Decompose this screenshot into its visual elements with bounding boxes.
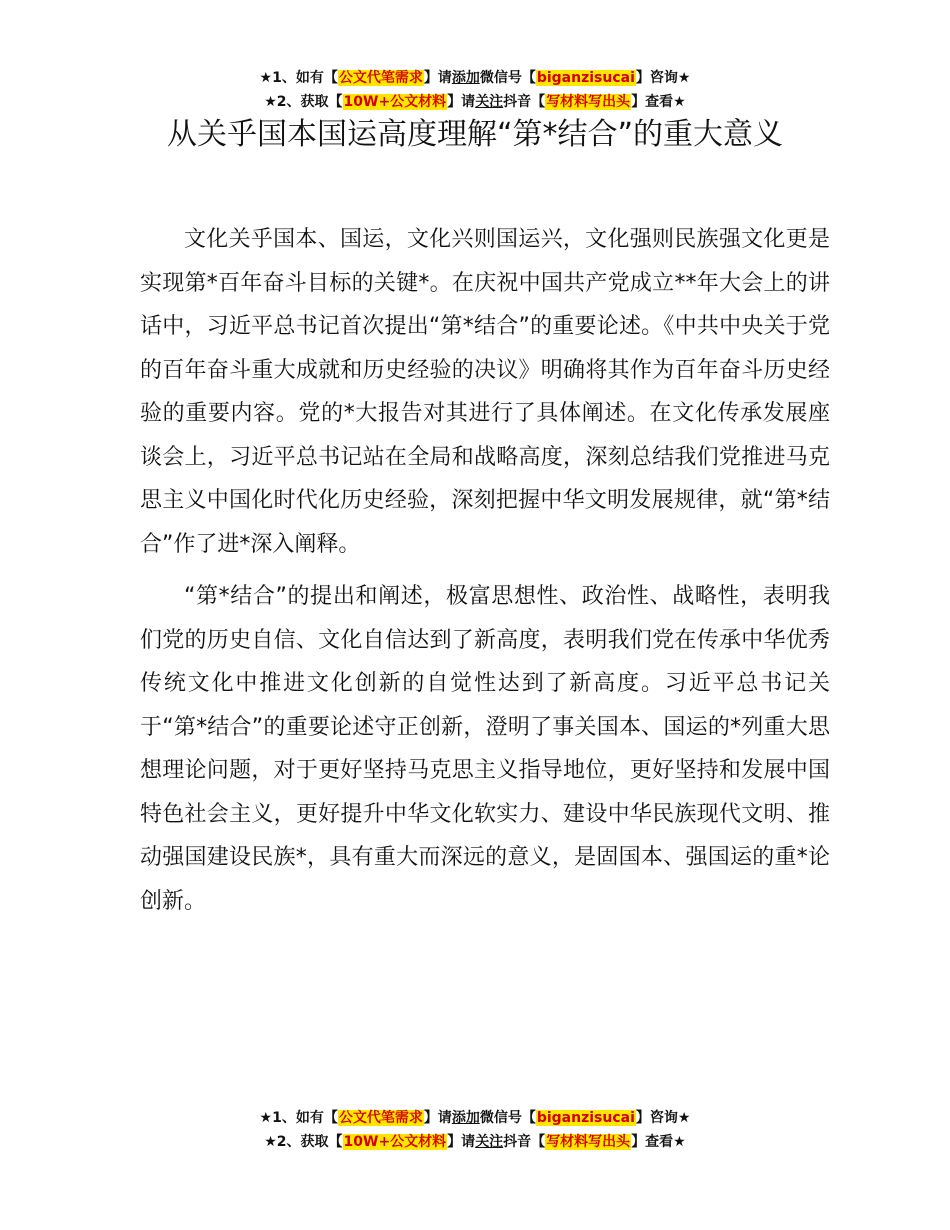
promo-line-1-highlight-wechat: biganzisucai [536, 70, 635, 86]
body-paragraph-1: 文化关乎国本、国运，文化兴则国运兴，文化强则民族强文化更是实现第*百年奋斗目标的关键*。在庆祝中国共产党成立**年大会上的讲话中，习近平总书记首次提出“第*结合”的重要论述。《中共中央关于党的百年奋斗重大成就和历史经验的决议》明确将其作为百年奋斗历史经验的重要内容。党的*大报告对其进行了具体阐述。在文化传承发展座谈会上，习近平总书记站在全局和战略高度，深刻总结我们党推进马克思主义中国化时代化历史经验，深刻把握中华文明发展规律，就“第*结合”作了进*深入阐释。 [140, 227, 830, 557]
footer-promo-line-1-mid2: 微信号【 [479, 1110, 536, 1126]
footer-promo-line-2-suffix: 】查看★ [631, 1134, 686, 1150]
promo-line-2-underline: 关注 [475, 94, 504, 110]
footer-promo-line-2-prefix: ★2、获取【 [264, 1134, 343, 1150]
promo-line-2-prefix: ★2、获取【 [264, 94, 343, 110]
document-title: 从关乎国本国运高度理解“第*结合”的重大意义 [166, 117, 784, 152]
promo-line-1-suffix: 】咨询★ [635, 70, 691, 86]
footer-promo-line-2-mid: 】请 [447, 1134, 476, 1150]
promo-line-2-suffix: 】查看★ [631, 94, 686, 110]
promo-line-1-mid: 】请 [423, 70, 452, 86]
footer-promo-line-2 [0, 1130, 950, 1154]
footer-promo-line-1-highlight-wechat: biganzisucai [536, 1110, 635, 1126]
promo-line-2-mid: 】请 [447, 94, 476, 110]
promo-line-1 [0, 66, 950, 90]
footer-promo-line-1 [0, 1106, 950, 1130]
footer-promo-line-1-suffix: 】咨询★ [635, 1110, 691, 1126]
body-paragraph-2: “第*结合”的提出和阐述，极富思想性、政治性、战略性，表明我们党的历史自信、文化自信达到了新高度，表明我们党在传承中华优秀传统文化中推进文化创新的自觉性达到了新高度。习近平总书记关于“第*结合”的重要论述守正创新，澄明了事关国本、国运的*列重大思想理论问题，对于更好坚持马克思主义指导地位，更好坚持和发展中国特色社会主义，更好提升中华文化软实力、建设中华民族现代文明、推动强国建设民族*，具有重大而深远的意义，是固国本、强国运的重*论创新。 [140, 584, 830, 914]
header-promo-banner [0, 66, 950, 114]
footer-promo-line-1-underline: 添加 [451, 1110, 480, 1126]
promo-line-1-highlight-service: 公文代笔需求 [338, 70, 423, 86]
promo-line-2-highlight-douyin: 写材料写出头 [546, 94, 631, 110]
promo-line-1-underline: 添加 [451, 70, 480, 86]
footer-promo-line-2-highlight-douyin: 写材料写出头 [546, 1134, 631, 1150]
promo-line-2-highlight-materials: 10W+公文材料 [343, 94, 447, 110]
footer-promo-line-1-highlight-service: 公文代笔需求 [338, 1110, 423, 1126]
promo-line-1-prefix: ★1、如有【 [259, 70, 338, 86]
promo-line-2-mid2: 抖音【 [503, 94, 546, 110]
promo-line-2 [0, 90, 950, 114]
footer-promo-line-1-prefix: ★1、如有【 [259, 1110, 338, 1126]
footer-promo-banner [0, 1106, 950, 1154]
footer-promo-line-2-underline: 关注 [475, 1134, 504, 1150]
footer-promo-line-2-mid2: 抖音【 [503, 1134, 546, 1150]
footer-promo-line-2-highlight-materials: 10W+公文材料 [343, 1134, 447, 1150]
promo-line-1-mid2: 微信号【 [479, 70, 536, 86]
document-body [140, 218, 830, 932]
footer-promo-line-1-mid: 】请 [423, 1110, 452, 1126]
